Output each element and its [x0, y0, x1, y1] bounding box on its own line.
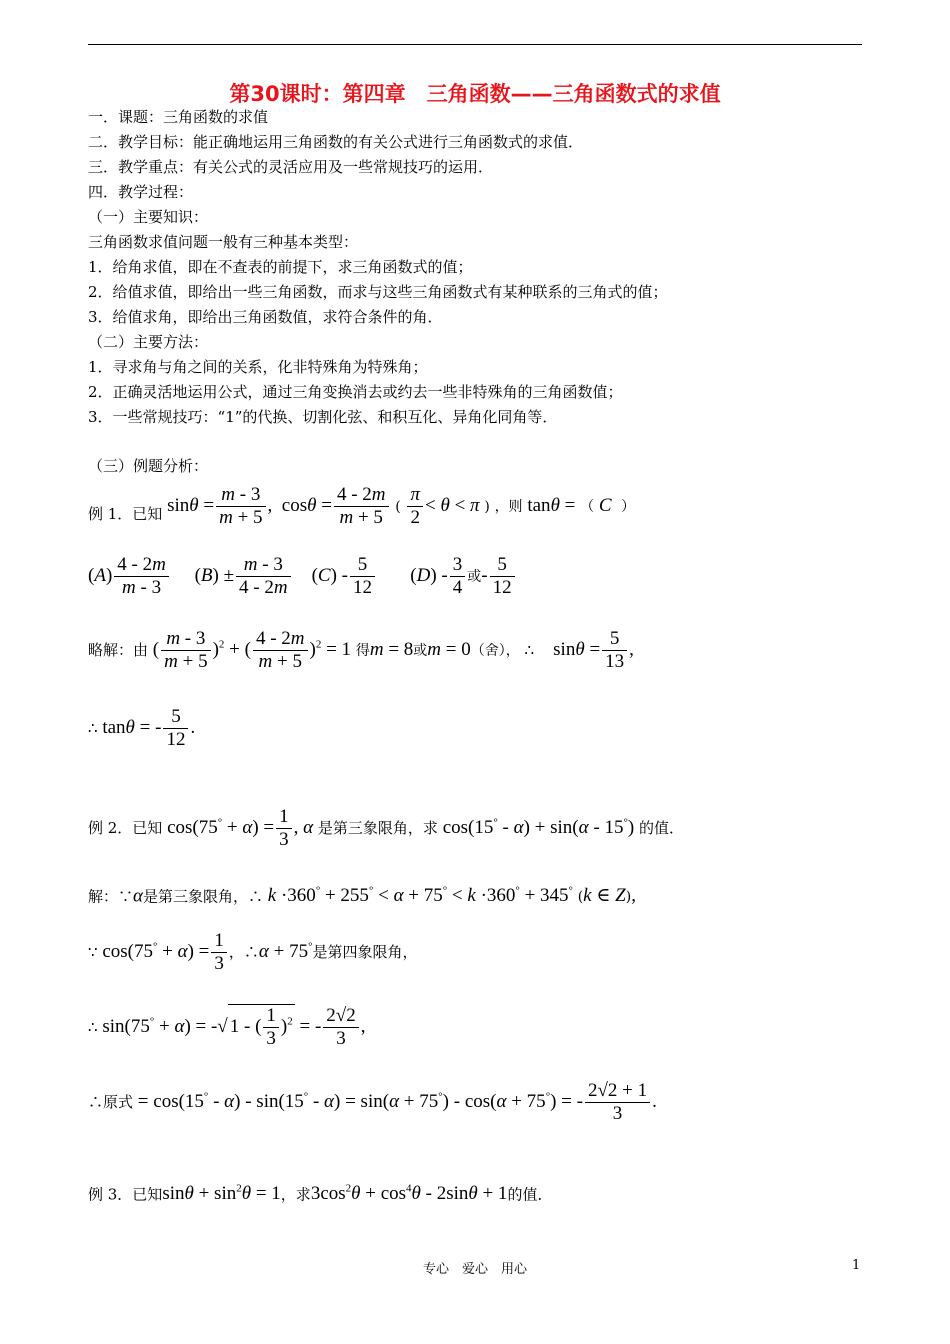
page-footer: 专心 爱心 用心 — [422, 1262, 527, 1277]
text-line: 2．给值求值，即给出一些三角函数，而求与这些三角函数式有某种联系的三角式的值； — [88, 283, 668, 301]
text-line: （三）例题分析： — [88, 457, 209, 475]
text-line: （二）主要方法： — [88, 333, 209, 351]
text-line: （一）主要知识： — [88, 208, 209, 226]
text-line: 3．一些常规技巧：“1”的代换、切割化弦、和积互化、异角化同角等． — [88, 408, 558, 426]
header-rule — [88, 44, 862, 45]
example-2-solution-step-3: ∴ sin(75° + α) = -√ 1 - ( $\frac{1}{3}$ )$^2$ = - $\frac{2√2}{3}$ , — [88, 1005, 366, 1049]
example-1-result: ∴ tanθ = - $\frac{5}{12}$ . — [88, 706, 196, 750]
text-line: 四．教学过程： — [88, 183, 194, 201]
text-line: 三．教学重点：有关公式的灵活应用及一些常规技巧的运用． — [88, 158, 494, 176]
example-2-solution-step-1: 解：∵α是第三象限角，∴ k ·360° + 255° < α + 75° < k ·360° + 345° (k ∈ Z), — [88, 885, 636, 907]
text-line: 1．给角求值，即在不查表的前提下，求三角函数式的值； — [88, 258, 473, 276]
example-2-solution-step-4: ∴原式 = cos(15° - α) - sin(15° - α) = sin(α + 75°) - cos(α + 75°) = - $\frac{2√2 + 1}{3}$ . — [88, 1080, 657, 1124]
page-title: 第30课时：第四章 三角函数——三角函数式的求值 — [229, 82, 721, 106]
text-line: 2．正确灵活地运用公式，通过三角变换消去或约去一些非特殊角的三角函数值； — [88, 383, 623, 401]
example-2-statement: 例 2．已知 cos(75° + α) = $\frac{1}{3}$ , α 是第三象限角，求 cos(15° - α) + sin(α - 15°) 的值． — [88, 806, 684, 850]
example-1-options: (A) $\frac{4 - 2m}{m - 3}$ (B) ± $\frac{m - 3}{4 - 2m}$ (C) - $\frac{5}{12}$ (D) - $\frac{3}{4}$ 或- $\frac{5}{12}$ — [88, 554, 517, 599]
text-line: 二．教学目标：能正确地运用三角函数的有关公式进行三角函数式的求值． — [88, 133, 584, 151]
text-line: 1．寻求角与角之间的关系，化非特殊角为特殊角； — [88, 358, 428, 376]
text-line: 一．课题：三角函数的求值 — [88, 108, 269, 126]
example-1-solution: 略解：由 ( $\frac{m - 3}{m + 5}$ )$^2$ + ( $\frac{4 - 2m}{m + 5}$ )$^2$ = 1 得m = 8或m = 0（舍）， ∴ sinθ = $\frac{5}{13}$ , — [88, 628, 634, 672]
text-line: 三角函数求值问题一般有三种基本类型： — [88, 233, 359, 251]
text-line: 3．给值求角，即给出三角函数值，求符合条件的角． — [88, 308, 443, 326]
example-2-solution-step-2: ∵ cos(75° + α) = $\frac{1}{3}$ ，∴α + 75°是第四象限角， — [88, 930, 418, 974]
page-number: 1 — [852, 1258, 861, 1273]
answer: C — [598, 494, 612, 516]
example-3-statement: 例 3．已知$\sin\theta + \sin^2\theta = 1$，求$3\cos^2\theta + \cos^4\theta - 2\sin\theta + 1$的值． — [88, 1183, 553, 1205]
example-1-statement: 例 1．已知 sinθ = $\frac{m - 3}{m + 5}$ , cosθ = $\frac{4 - 2m}{m + 5}$ ( $\frac{\pi}{2}$ < θ < π ) ，则 tanθ = （ C ） — [88, 484, 636, 528]
formula: sinθ = $\frac{m - 3}{m + 5}$ , cosθ = $\frac{4 - 2m}{m + 5}$ ( $\frac{\pi}{2}$ < θ < π ) — [167, 484, 490, 528]
